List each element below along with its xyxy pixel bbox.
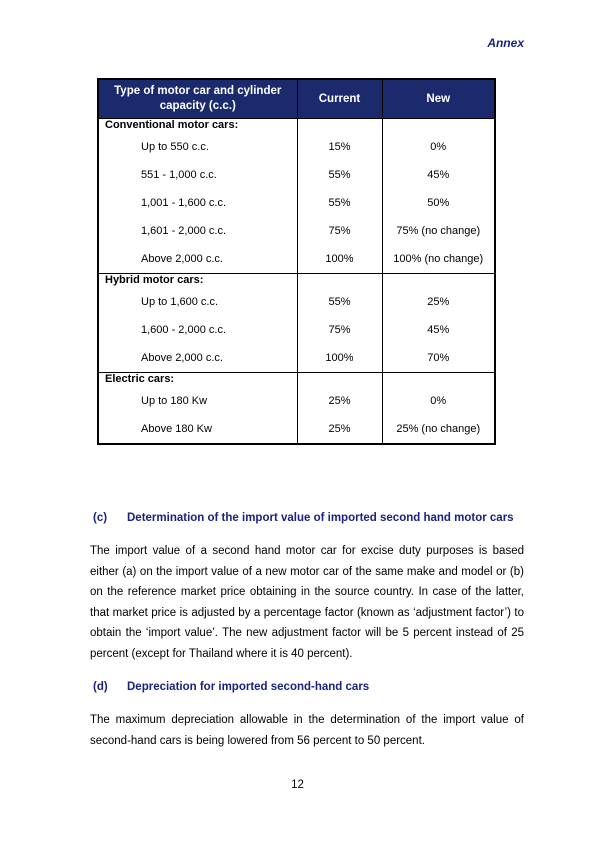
table-row	[99, 217, 494, 245]
group-title: Conventional motor cars:	[99, 119, 297, 134]
cell-current-rate: 55%	[297, 189, 382, 217]
table-row	[99, 245, 494, 274]
cell-current-rate: 55%	[297, 288, 382, 316]
header-new: New	[382, 80, 494, 119]
cell-new-rate: 25%	[427, 296, 450, 308]
cell-capacity: Above 180 Kw	[99, 415, 297, 443]
cell-current-rate: 25%	[297, 387, 382, 415]
page-number: 12	[291, 779, 304, 791]
cell-capacity: Up to 180 Kw	[99, 387, 297, 415]
cell-capacity: Up to 1,600 c.c.	[99, 288, 297, 316]
group-title: Hybrid motor cars:	[99, 274, 297, 289]
table-row	[99, 161, 494, 189]
cell-current-rate: 55%	[297, 161, 382, 189]
section-d-label: (d)	[93, 681, 108, 693]
section-d-body: The maximum depreciation allowable in the determination of the import value of second-hand cars is being lowered from 56 percent to 50 percent.	[90, 714, 524, 747]
cell-current-rate: 100%	[297, 344, 382, 373]
cell-new-rate: 75% (no change)	[396, 225, 481, 237]
cell-new-rate: 25% (no change)	[396, 423, 481, 435]
section-c-body: The import value of a second hand motor car for excise duty purposes is based either (a) on the import value of a new motor car of the same make and model or (b) on the reference market price obtaining in the source country. In case of the latter, that market price is adjusted by a percentage factor (known as ‘adjustment factor’) to obtain the ‘import value’. The new adjustment factor will be 5 percent instead of 25 percent (except for Thailand where it is 40 percent).	[90, 545, 524, 660]
duty-rate-table	[97, 78, 496, 445]
cell-current-rate: 100%	[297, 245, 382, 274]
section-c-heading	[93, 512, 514, 524]
group-empty-cell	[297, 373, 382, 388]
cell-new-rate: 0%	[430, 395, 447, 407]
table-row	[99, 344, 494, 373]
cell-new-rate: 50%	[427, 197, 450, 209]
table-row	[99, 189, 494, 217]
group-empty-cell	[382, 274, 494, 289]
table-row	[99, 316, 494, 344]
group-empty-cell	[382, 119, 494, 134]
section-c-label: (c)	[93, 512, 108, 524]
cell-capacity: 551 - 1,000 c.c.	[99, 161, 297, 189]
section-c-title: Determination of the import value of imported second hand motor cars	[127, 512, 514, 524]
group-empty-cell	[297, 119, 382, 134]
section-d-title: Depreciation for imported second-hand cars	[127, 681, 370, 693]
table-row	[99, 133, 494, 161]
table-group-row	[99, 119, 494, 134]
cell-new-rate: 100% (no change)	[393, 253, 484, 265]
section-d-heading	[93, 681, 369, 693]
cell-capacity: 1,001 - 1,600 c.c.	[99, 189, 297, 217]
cell-capacity: 1,600 - 2,000 c.c.	[99, 316, 297, 344]
table-group-row	[99, 373, 494, 388]
annex-label: Annex	[487, 36, 524, 50]
group-empty-cell	[297, 274, 382, 289]
table-row	[99, 415, 494, 443]
table-row	[99, 288, 494, 316]
cell-current-rate: 25%	[297, 415, 382, 443]
cell-capacity: 1,601 - 2,000 c.c.	[99, 217, 297, 245]
table-row	[99, 387, 494, 415]
cell-new-rate: 45%	[427, 169, 450, 181]
cell-new-rate: 0%	[430, 141, 447, 153]
header-type: Type of motor car and cylinder capacity (c.c.)	[99, 80, 297, 119]
group-empty-cell	[382, 373, 494, 388]
cell-capacity: Up to 550 c.c.	[99, 133, 297, 161]
table-group-row	[99, 274, 494, 289]
group-title: Electric cars:	[99, 373, 297, 388]
header-current: Current	[297, 80, 382, 119]
cell-current-rate: 15%	[297, 133, 382, 161]
table-header-row	[99, 80, 494, 119]
cell-capacity: Above 2,000 c.c.	[99, 344, 297, 373]
cell-new-rate: 70%	[427, 352, 450, 364]
cell-new-rate: 45%	[427, 324, 450, 336]
cell-capacity: Above 2,000 c.c.	[99, 245, 297, 274]
cell-current-rate: 75%	[297, 316, 382, 344]
cell-current-rate: 75%	[297, 217, 382, 245]
